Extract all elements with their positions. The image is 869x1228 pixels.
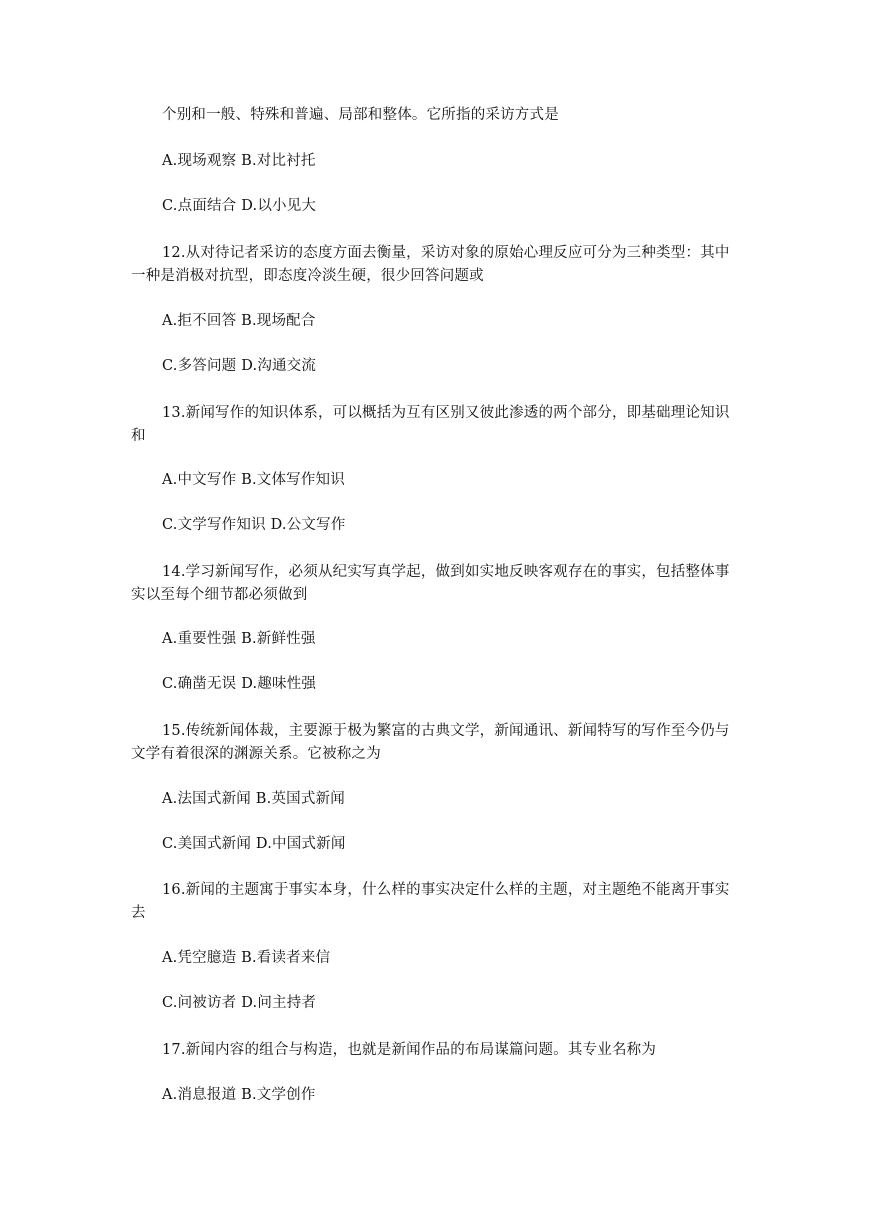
question-14-options-cd: C.确凿无误 D.趣味性强 (162, 676, 317, 692)
question-13-options-cd: C.文学写作知识 D.公文写作 (162, 517, 346, 533)
question-12-options-cd: C.多答问题 D.沟通交流 (162, 358, 317, 374)
question-16-options-ab: A.凭空臆造 B.看读者来信 (162, 950, 331, 966)
question-13-stem: 13.新闻写作的知识体系，可以概括为互有区别又彼此渗透的两个部分，即基础理论知识和 (131, 405, 730, 444)
question-12-stem: 12.从对待记者采访的态度方面去衡量，采访对象的原始心理反应可分为三种类型：其中一种是消极对抗型，即态度冷淡生硬，很少回答问题或 (131, 245, 730, 284)
question-17-options-ab: A.消息报道 B.文学创作 (162, 1087, 316, 1103)
question-17-stem: 17.新闻内容的组合与构造，也就是新闻作品的布局谋篇问题。其专业名称为 (162, 1042, 657, 1058)
question-15-stem: 15.传统新闻体裁，主要源于极为繁富的古典文学，新闻通讯、新闻特写的写作至今仍与文学有着很深的渊源关系。它被称之为 (131, 723, 730, 762)
question-15-options-cd: C.美国式新闻 D.中国式新闻 (162, 836, 346, 852)
question-11-options-ab: A.现场观察 B.对比衬托 (162, 153, 316, 169)
question-14-options-ab: A.重要性强 B.新鲜性强 (162, 631, 316, 647)
question-13-options-ab: A.中文写作 B.文体写作知识 (162, 472, 345, 488)
question-11-stem-continuation: 个别和一般、特殊和普遍、局部和整体。它所指的采访方式是 (162, 107, 559, 123)
question-15-options-ab: A.法国式新闻 B.英国式新闻 (162, 791, 345, 807)
question-16-options-cd: C.问被访者 D.问主持者 (162, 995, 317, 1011)
question-14-stem: 14.学习新闻写作，必须从纪实写真学起，做到如实地反映客观存在的事实，包括整体事实以至每个细节都必须做到 (131, 564, 730, 603)
question-16-stem: 16.新闻的主题寓于事实本身，什么样的事实决定什么样的主题，对主题绝不能离开事实去 (131, 882, 730, 921)
question-12-options-ab: A.拒不回答 B.现场配合 (162, 313, 316, 329)
question-11-options-cd: C.点面结合 D.以小见大 (162, 198, 317, 214)
